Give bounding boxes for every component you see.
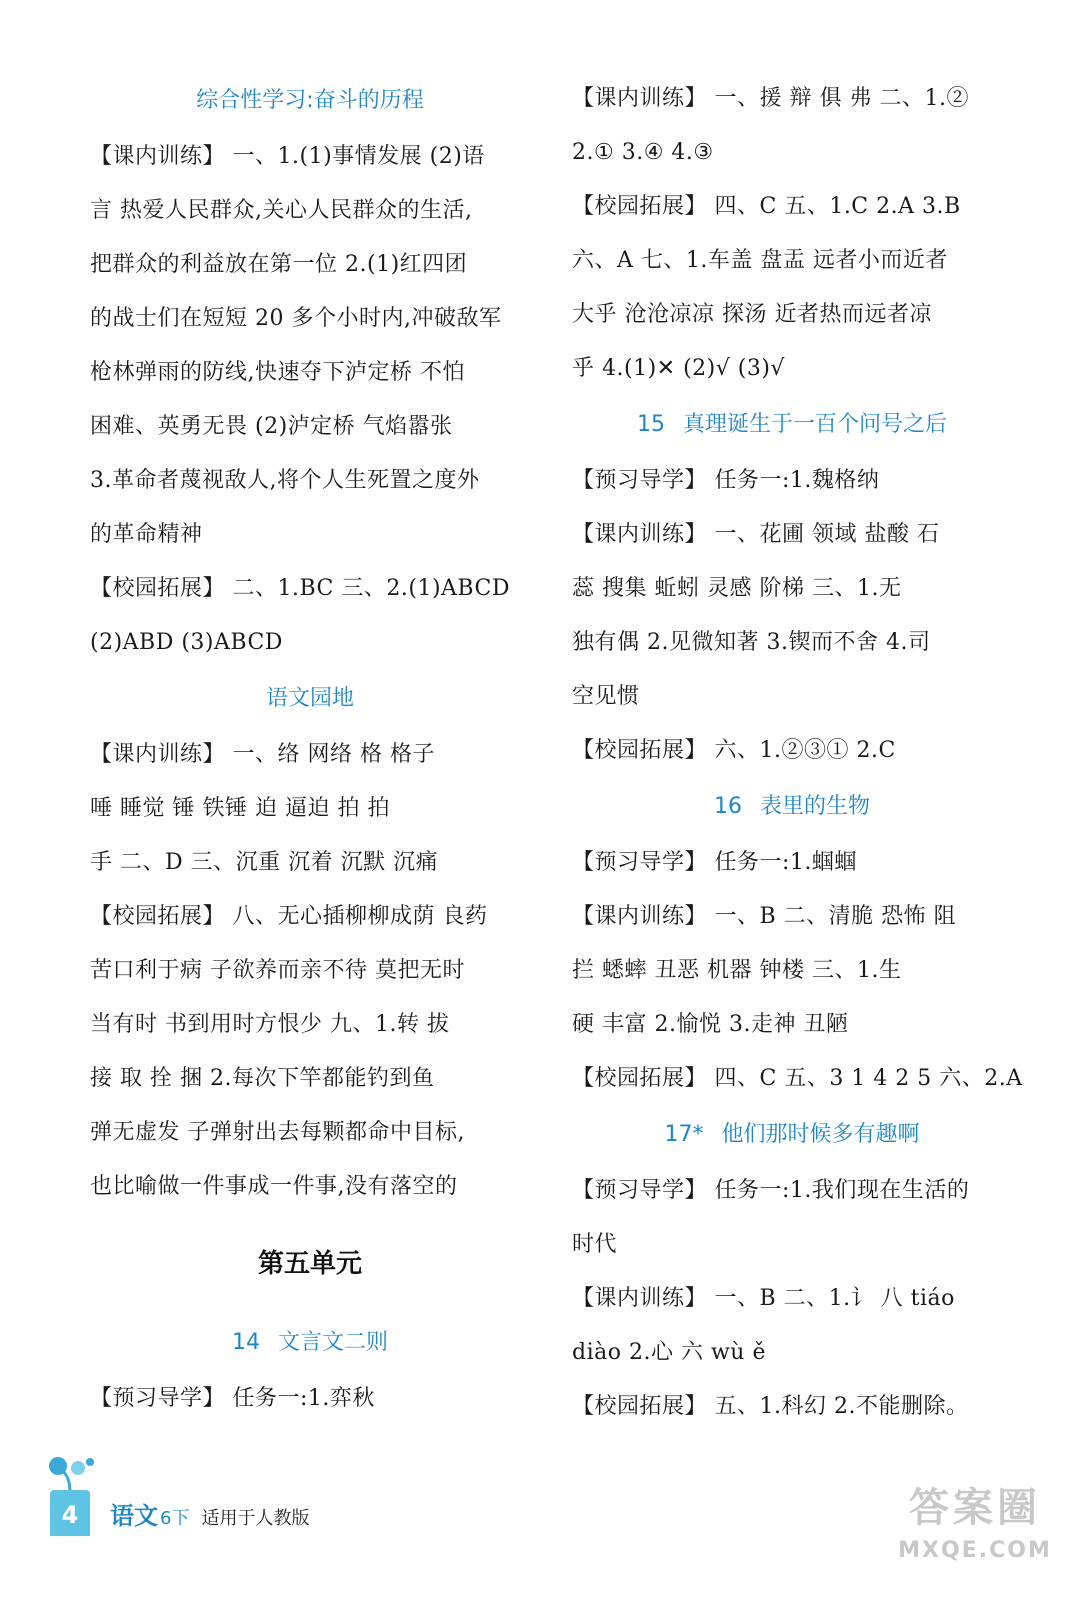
- answer-line: 大乎 沧沧凉凉 探汤 近者热而远者凉: [572, 302, 932, 327]
- unit-title: 第五单元: [257, 1249, 362, 1279]
- answer-line: 硬 丰富 2.愉悦 3.走神 丑陋: [572, 1012, 849, 1037]
- answer-line: 【校园拓展】 二、1.BC 三、2.(1)ABCD: [90, 576, 510, 601]
- answer-line: 乎 4.(1)✕ (2)√ (3)√: [572, 356, 785, 381]
- answer-line: 也比喻做一件事成一件事,没有落空的: [90, 1174, 458, 1199]
- lesson-title: 真理诞生于一百个问号之后: [682, 412, 947, 437]
- answer-line: 【校园拓展】 四、C 五、3 1 4 2 5 六、2.A: [572, 1066, 1023, 1091]
- answer-line: 【课内训练】 一、花圃 领域 盐酸 石: [572, 522, 940, 547]
- left-column: [90, 72, 530, 1426]
- section-title-lesson-16: [572, 778, 1012, 836]
- lesson-title: 他们那时候多有趣啊: [721, 1122, 920, 1147]
- answer-line: 六、A 七、1.车盖 盘盂 远者小而近者: [572, 248, 948, 273]
- watermark: [880, 1478, 1070, 1588]
- lesson-number: 17*: [664, 1122, 704, 1147]
- answer-line: 的革命精神: [90, 522, 203, 547]
- answer-line: 【校园拓展】 四、C 五、1.C 2.A 3.B: [572, 194, 961, 219]
- answer-line: 【课内训练】 一、B 二、清脆 恐怖 阻: [572, 904, 957, 929]
- answer-line: 当有时 书到用时方恨少 九、1.转 拔: [90, 1012, 450, 1037]
- section-title-lesson-15: [572, 396, 1012, 454]
- section-title-chinese-garden: 语文园地: [265, 686, 354, 711]
- answer-line: (2)ABD (3)ABCD: [90, 630, 283, 655]
- answer-line: 【课内训练】 一、援 辩 俱 弗 二、1.②: [572, 86, 969, 111]
- lesson-number: 15: [636, 412, 665, 437]
- answer-line: 把群众的利益放在第一位 2.(1)红四团: [90, 252, 468, 277]
- footer-subject: [110, 1496, 309, 1531]
- lesson-number: 14: [231, 1330, 260, 1355]
- answer-line: 独有偶 2.见微知著 3.锲而不舍 4.司: [572, 630, 931, 655]
- lesson-number: 16: [713, 794, 742, 819]
- answer-line: 3.革命者蔑视敌人,将个人生死置之度外: [90, 468, 480, 493]
- sprout-icon: [44, 1454, 104, 1494]
- answer-line: 【预习导学】 任务一:1.弈秋: [90, 1386, 375, 1411]
- answer-line: 手 二、D 三、沉重 沉着 沉默 沉痛: [90, 850, 439, 875]
- lesson-title: 文言文二则: [277, 1330, 388, 1355]
- answer-line: 弹无虚发 子弹射出去每颗都命中目标,: [90, 1120, 465, 1145]
- answer-line: 【预习导学】 任务一:1.魏格纳: [572, 468, 880, 493]
- answer-line: 言 热爱人民群众,关心人民群众的生活,: [90, 198, 473, 223]
- section-title-comprehensive-study: 综合性学习:奋斗的历程: [196, 88, 424, 113]
- answer-line: 枪林弹雨的防线,快速夺下泸定桥 不怕: [90, 360, 465, 385]
- answer-line: 【课内训练】 一、络 网络 格 格子: [90, 742, 435, 767]
- answer-line: 的战士们在短短 20 多个小时内,冲破敌军: [90, 306, 502, 331]
- answer-line: 【校园拓展】 六、1.②③① 2.C: [572, 738, 896, 763]
- section-title-lesson-14: [90, 1314, 530, 1372]
- answer-line: 【预习导学】 任务一:1.蝈蝈: [572, 850, 857, 875]
- answer-line: 困难、英勇无畏 (2)泸定桥 气焰嚣张: [90, 414, 453, 439]
- page-footer: [44, 1478, 444, 1538]
- answer-line: 【预习导学】 任务一:1.我们现在生活的: [572, 1178, 970, 1203]
- answer-line: 接 取 拴 捆 2.每次下竿都能钓到鱼: [90, 1066, 435, 1091]
- answer-line: 空见惯: [572, 684, 640, 709]
- answer-line: 【校园拓展】 八、无心插柳柳成荫 良药: [90, 904, 488, 929]
- watermark-logo: 答案圈: [909, 1485, 1041, 1531]
- answer-line: 唾 睡觉 锤 铁锤 迫 逼迫 拍 拍: [90, 796, 390, 821]
- answer-line: 【课内训练】 一、1.(1)事情发展 (2)语: [90, 144, 485, 169]
- watermark-site: MXQE.COM: [898, 1538, 1052, 1563]
- answer-line: diào 2.心 六 wù ě: [572, 1340, 766, 1365]
- answer-line: 【课内训练】 一、B 二、1.讠 八 tiáo: [572, 1286, 955, 1311]
- answer-line: 时代: [572, 1232, 618, 1257]
- grade-label: 6下: [160, 1508, 190, 1529]
- right-column: [572, 72, 1023, 1434]
- section-title-lesson-17: [572, 1106, 1012, 1164]
- subject-label: 语文: [110, 1502, 158, 1530]
- page-number: 4: [50, 1490, 90, 1536]
- answer-line: 拦 蟋蟀 丑恶 机器 钟楼 三、1.生: [572, 958, 902, 983]
- answer-line: 【校园拓展】 五、1.科幻 2.不能删除。: [572, 1394, 969, 1419]
- answer-line: 苦口利于病 子欲养而亲不待 莫把无时: [90, 958, 465, 983]
- answer-line: 蕊 搜集 蚯蚓 灵感 阶梯 三、1.无: [572, 576, 902, 601]
- lesson-title: 表里的生物: [759, 794, 870, 819]
- edition-label: 适用于人教版: [201, 1508, 310, 1529]
- answer-line: 2.① 3.④ 4.③: [572, 140, 714, 165]
